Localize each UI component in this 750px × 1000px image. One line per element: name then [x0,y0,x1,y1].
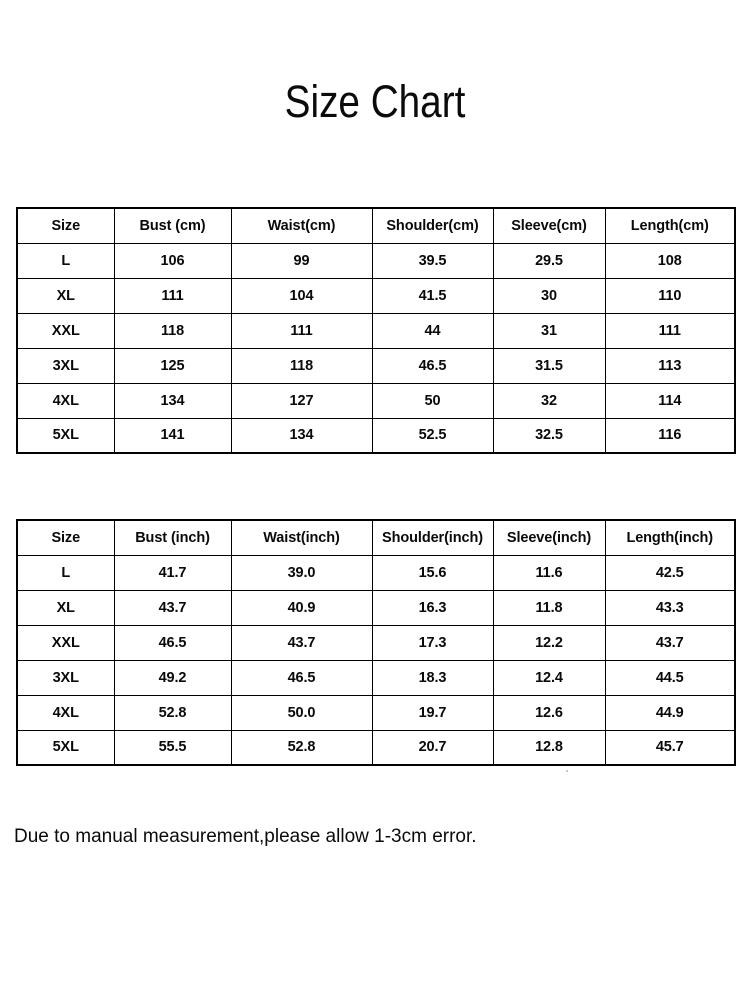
cell-size: 3XL [17,348,114,383]
cell-shoulder: 39.5 [372,243,493,278]
table-row [17,660,735,695]
cell-waist: 40.9 [231,590,372,625]
cell-bust: 141 [114,418,231,453]
table-row [17,348,735,383]
cell-size: L [17,555,114,590]
size-table-cm [16,207,736,454]
table-row [17,418,735,453]
cell-waist: 39.0 [231,555,372,590]
cell-bust: 111 [114,278,231,313]
cell-length: 42.5 [605,555,735,590]
cell-waist: 134 [231,418,372,453]
cell-shoulder: 16.3 [372,590,493,625]
cell-size: 4XL [17,383,114,418]
table-row [17,695,735,730]
cell-sleeve: 31 [493,313,605,348]
cell-length: 108 [605,243,735,278]
cell-shoulder: 46.5 [372,348,493,383]
cell-size: XXL [17,313,114,348]
cell-size: 5XL [17,730,114,765]
cell-sleeve: 11.6 [493,555,605,590]
cell-length: 110 [605,278,735,313]
table-header-row [17,520,735,555]
cell-bust: 52.8 [114,695,231,730]
cell-length: 44.9 [605,695,735,730]
cell-shoulder: 52.5 [372,418,493,453]
cell-length: 113 [605,348,735,383]
column-header-shoulder: Shoulder(inch) [372,520,493,555]
cell-bust: 41.7 [114,555,231,590]
cell-sleeve: 31.5 [493,348,605,383]
cell-length: 114 [605,383,735,418]
cell-bust: 43.7 [114,590,231,625]
cell-waist: 118 [231,348,372,383]
cell-sleeve: 30 [493,278,605,313]
table-row [17,383,735,418]
cell-size: 5XL [17,418,114,453]
cell-waist: 52.8 [231,730,372,765]
cell-length: 111 [605,313,735,348]
cell-length: 45.7 [605,730,735,765]
cell-sleeve: 32 [493,383,605,418]
cell-size: XL [17,278,114,313]
table-row [17,730,735,765]
cell-waist: 43.7 [231,625,372,660]
cell-shoulder: 20.7 [372,730,493,765]
cell-bust: 134 [114,383,231,418]
cell-waist: 99 [231,243,372,278]
cell-size: 4XL [17,695,114,730]
cell-waist: 46.5 [231,660,372,695]
column-header-waist: Waist(inch) [231,520,372,555]
cell-bust: 55.5 [114,730,231,765]
column-header-sleeve: Sleeve(cm) [493,208,605,243]
table-body-inch [17,520,735,765]
cell-waist: 104 [231,278,372,313]
cell-shoulder: 17.3 [372,625,493,660]
cell-shoulder: 19.7 [372,695,493,730]
column-header-size: Size [17,520,114,555]
table-header-row [17,208,735,243]
column-header-bust: Bust (cm) [114,208,231,243]
measurement-note: Due to manual measurement,please allow 1-3cm error. [14,826,477,847]
cell-shoulder: 15.6 [372,555,493,590]
cell-size: XXL [17,625,114,660]
cell-sleeve: 11.8 [493,590,605,625]
cell-sleeve: 12.6 [493,695,605,730]
cell-shoulder: 50 [372,383,493,418]
cell-waist: 50.0 [231,695,372,730]
page-title: Size Chart [284,76,466,127]
cell-length: 44.5 [605,660,735,695]
cell-bust: 49.2 [114,660,231,695]
table-row [17,555,735,590]
table-row [17,243,735,278]
cell-size: 3XL [17,660,114,695]
cell-bust: 125 [114,348,231,383]
table-row [17,590,735,625]
table-row [17,313,735,348]
scan-artifact-dot [566,770,568,772]
cell-waist: 111 [231,313,372,348]
column-header-length: Length(inch) [605,520,735,555]
cell-sleeve: 12.8 [493,730,605,765]
cell-shoulder: 41.5 [372,278,493,313]
cell-sleeve: 12.2 [493,625,605,660]
column-header-bust: Bust (inch) [114,520,231,555]
cell-size: L [17,243,114,278]
size-table-inch [16,519,736,766]
cell-length: 43.3 [605,590,735,625]
column-header-size: Size [17,208,114,243]
column-header-length: Length(cm) [605,208,735,243]
cell-bust: 118 [114,313,231,348]
column-header-sleeve: Sleeve(inch) [493,520,605,555]
cell-size: XL [17,590,114,625]
column-header-waist: Waist(cm) [231,208,372,243]
cell-length: 116 [605,418,735,453]
table-row [17,625,735,660]
cell-length: 43.7 [605,625,735,660]
cell-sleeve: 12.4 [493,660,605,695]
cell-sleeve: 29.5 [493,243,605,278]
cell-bust: 106 [114,243,231,278]
table-row [17,278,735,313]
column-header-shoulder: Shoulder(cm) [372,208,493,243]
cell-bust: 46.5 [114,625,231,660]
cell-waist: 127 [231,383,372,418]
cell-sleeve: 32.5 [493,418,605,453]
table-body-cm [17,208,735,453]
cell-shoulder: 18.3 [372,660,493,695]
cell-shoulder: 44 [372,313,493,348]
